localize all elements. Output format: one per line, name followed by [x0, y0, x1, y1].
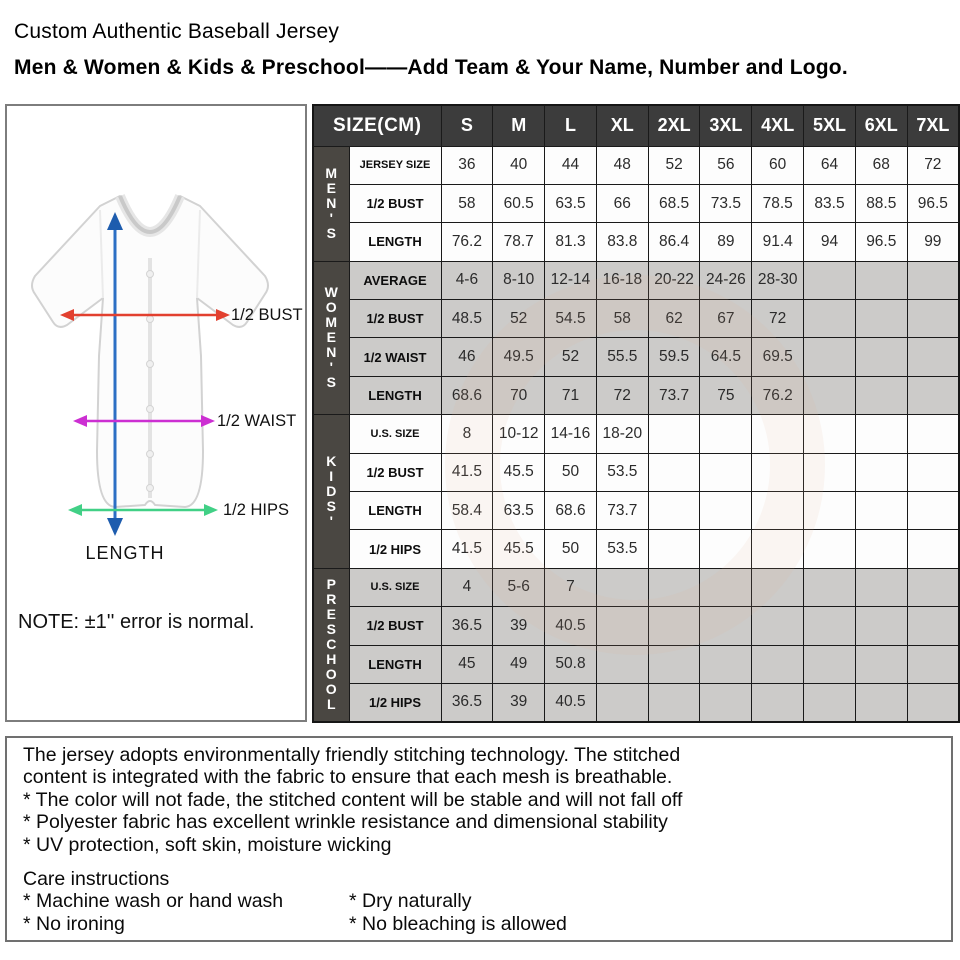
size-value-cell	[907, 530, 959, 568]
table-header-6xl: 6XL	[855, 105, 907, 146]
size-value-cell: 41.5	[441, 530, 493, 568]
size-value-cell: 63.5	[493, 492, 545, 530]
size-value-cell: 62	[648, 300, 700, 338]
size-value-cell: 50	[545, 453, 597, 491]
table-row	[313, 338, 959, 376]
size-value-cell: 56	[700, 146, 752, 184]
size-value-cell: 76.2	[752, 376, 804, 414]
section-label-kids: K I D S '	[313, 415, 349, 569]
size-value-cell	[648, 645, 700, 683]
size-value-cell: 40.5	[545, 607, 597, 645]
size-value-cell	[596, 568, 648, 606]
table-row	[313, 300, 959, 338]
care-item: * No ironing	[23, 912, 125, 935]
size-value-cell: 71	[545, 376, 597, 414]
care-item: * No bleaching is allowed	[349, 912, 567, 935]
table-row	[313, 568, 959, 606]
size-value-cell: 89	[700, 223, 752, 261]
row-label: JERSEY SIZE	[349, 146, 441, 184]
size-value-cell	[804, 300, 856, 338]
size-value-cell: 39	[493, 683, 545, 721]
table-row	[313, 607, 959, 645]
size-value-cell: 7	[545, 568, 597, 606]
row-label: AVERAGE	[349, 261, 441, 299]
table-row	[313, 184, 959, 222]
row-label: U.S. SIZE	[349, 568, 441, 606]
size-value-cell: 4	[441, 568, 493, 606]
table-row	[313, 645, 959, 683]
size-value-cell: 50	[545, 530, 597, 568]
size-value-cell: 49	[493, 645, 545, 683]
size-value-cell: 70	[493, 376, 545, 414]
size-value-cell: 45.5	[493, 530, 545, 568]
table-header-5xl: 5XL	[804, 105, 856, 146]
size-value-cell: 88.5	[855, 184, 907, 222]
size-value-cell	[804, 645, 856, 683]
size-value-cell: 59.5	[648, 338, 700, 376]
care-item: * Dry naturally	[349, 890, 472, 913]
table-header-7xl: 7XL	[907, 105, 959, 146]
size-value-cell: 16-18	[596, 261, 648, 299]
waist-label: 1/2 WAIST	[217, 412, 297, 430]
care-row	[23, 890, 951, 912]
size-value-cell	[804, 492, 856, 530]
table-header-3xl: 3XL	[700, 105, 752, 146]
size-value-cell	[752, 607, 804, 645]
size-value-cell: 72	[596, 376, 648, 414]
size-value-cell	[855, 376, 907, 414]
size-value-cell: 53.5	[596, 530, 648, 568]
size-value-cell	[752, 645, 804, 683]
size-value-cell: 55.5	[596, 338, 648, 376]
size-value-cell: 40.5	[545, 683, 597, 721]
size-value-cell	[907, 300, 959, 338]
row-label: 1/2 HIPS	[349, 530, 441, 568]
row-label: 1/2 HIPS	[349, 683, 441, 721]
size-value-cell: 58	[596, 300, 648, 338]
size-value-cell	[700, 453, 752, 491]
size-value-cell: 18-20	[596, 415, 648, 453]
size-value-cell: 44	[545, 146, 597, 184]
size-value-cell: 36.5	[441, 683, 493, 721]
table-row	[313, 261, 959, 299]
size-value-cell: 20-22	[648, 261, 700, 299]
size-value-cell: 12-14	[545, 261, 597, 299]
size-value-cell	[752, 683, 804, 721]
size-value-cell: 72	[752, 300, 804, 338]
size-value-cell: 60.5	[493, 184, 545, 222]
size-value-cell: 36.5	[441, 607, 493, 645]
size-value-cell: 45.5	[493, 453, 545, 491]
size-value-cell: 48	[596, 146, 648, 184]
size-value-cell	[907, 415, 959, 453]
row-label: U.S. SIZE	[349, 415, 441, 453]
size-value-cell	[752, 568, 804, 606]
size-value-cell: 68.5	[648, 184, 700, 222]
table-row	[313, 376, 959, 414]
size-value-cell: 64	[804, 146, 856, 184]
size-value-cell	[700, 607, 752, 645]
table-header-l: L	[545, 105, 597, 146]
size-value-cell: 14-16	[545, 415, 597, 453]
size-value-cell: 8	[441, 415, 493, 453]
size-value-cell: 68	[855, 146, 907, 184]
size-value-cell	[700, 492, 752, 530]
jersey-diagram-panel	[5, 104, 307, 722]
table-row	[313, 453, 959, 491]
size-value-cell	[855, 261, 907, 299]
size-value-cell: 73.7	[596, 492, 648, 530]
row-label: LENGTH	[349, 223, 441, 261]
size-value-cell	[804, 376, 856, 414]
size-value-cell	[907, 376, 959, 414]
size-value-cell: 5-6	[493, 568, 545, 606]
table-header-m: M	[493, 105, 545, 146]
size-value-cell	[596, 607, 648, 645]
size-value-cell	[700, 683, 752, 721]
size-value-cell: 73.5	[700, 184, 752, 222]
length-label: LENGTH	[85, 543, 165, 563]
section-label-preschool: P R E S C H O O L	[313, 568, 349, 722]
size-value-cell: 78.7	[493, 223, 545, 261]
size-value-cell: 52	[545, 338, 597, 376]
table-header-size-cm: SIZE(CM)	[313, 105, 441, 146]
hips-label: 1/2 HIPS	[223, 501, 290, 519]
size-value-cell: 58.4	[441, 492, 493, 530]
table-header-2xl: 2XL	[648, 105, 700, 146]
size-value-cell: 83.8	[596, 223, 648, 261]
size-value-cell: 96.5	[855, 223, 907, 261]
care-item: * Machine wash or hand wash	[23, 890, 284, 913]
size-value-cell	[648, 415, 700, 453]
size-value-cell: 46	[441, 338, 493, 376]
description-line: * UV protection, soft skin, moisture wicking	[23, 833, 392, 856]
size-value-cell: 96.5	[907, 184, 959, 222]
table-row	[313, 415, 959, 453]
size-value-cell: 39	[493, 607, 545, 645]
size-value-cell: 28-30	[752, 261, 804, 299]
size-value-cell: 58	[441, 184, 493, 222]
size-value-cell	[648, 492, 700, 530]
size-value-cell	[648, 530, 700, 568]
size-value-cell: 99	[907, 223, 959, 261]
care-instructions-title: Care instructions	[23, 868, 170, 891]
table-row	[313, 492, 959, 530]
size-value-cell	[855, 338, 907, 376]
size-value-cell	[596, 645, 648, 683]
size-value-cell: 91.4	[752, 223, 804, 261]
size-value-cell	[907, 568, 959, 606]
size-value-cell	[907, 261, 959, 299]
size-value-cell	[855, 568, 907, 606]
size-value-cell	[752, 415, 804, 453]
size-value-cell: 86.4	[648, 223, 700, 261]
product-title: Custom Authentic Baseball Jersey	[14, 20, 340, 43]
size-value-cell	[596, 683, 648, 721]
size-value-cell	[648, 568, 700, 606]
table-row	[313, 223, 959, 261]
size-value-cell	[855, 683, 907, 721]
size-value-cell	[907, 683, 959, 721]
table-header-s: S	[441, 105, 493, 146]
product-subtitle: Men & Women & Kids & Preschool——Add Team & Your Name, Number and Logo.	[14, 56, 848, 79]
care-instructions-list	[23, 890, 951, 935]
size-value-cell: 45	[441, 645, 493, 683]
description-line: * Polyester fabric has excellent wrinkle resistance and dimensional stability	[23, 811, 668, 834]
size-value-cell	[907, 453, 959, 491]
row-label: LENGTH	[349, 492, 441, 530]
size-value-cell	[855, 300, 907, 338]
size-value-cell	[648, 683, 700, 721]
size-value-cell	[804, 683, 856, 721]
size-value-cell	[752, 530, 804, 568]
size-value-cell: 75	[700, 376, 752, 414]
row-label: LENGTH	[349, 376, 441, 414]
care-row	[23, 913, 951, 935]
size-value-cell: 52	[648, 146, 700, 184]
row-label: 1/2 BUST	[349, 184, 441, 222]
size-value-cell	[648, 453, 700, 491]
size-value-cell	[855, 453, 907, 491]
size-value-cell: 64.5	[700, 338, 752, 376]
size-value-cell: 50.8	[545, 645, 597, 683]
size-value-cell: 4-6	[441, 261, 493, 299]
size-value-cell: 94	[804, 223, 856, 261]
size-value-cell	[804, 568, 856, 606]
row-label: 1/2 BUST	[349, 453, 441, 491]
size-chart-table	[312, 104, 960, 723]
size-value-cell	[804, 607, 856, 645]
size-value-cell: 41.5	[441, 453, 493, 491]
size-value-cell: 68.6	[545, 492, 597, 530]
description-lines	[23, 744, 951, 856]
size-value-cell: 40	[493, 146, 545, 184]
section-label-womens: W O M E N ' S	[313, 261, 349, 415]
size-value-cell	[855, 530, 907, 568]
size-value-cell	[700, 568, 752, 606]
section-label-mens: M E N ' S	[313, 146, 349, 261]
note-text: NOTE: ±1'' error is normal.	[18, 611, 255, 633]
row-label: LENGTH	[349, 645, 441, 683]
size-value-cell: 49.5	[493, 338, 545, 376]
size-value-cell: 83.5	[804, 184, 856, 222]
table-header-4xl: 4XL	[752, 105, 804, 146]
size-value-cell: 66	[596, 184, 648, 222]
size-value-cell	[804, 453, 856, 491]
size-value-cell	[907, 645, 959, 683]
description-line: The jersey adopts environmentally friendly stitching technology. The stitched	[23, 744, 681, 766]
size-value-cell: 72	[907, 146, 959, 184]
size-value-cell: 76.2	[441, 223, 493, 261]
size-value-cell: 52	[493, 300, 545, 338]
size-value-cell	[752, 453, 804, 491]
table-row	[313, 683, 959, 721]
size-value-cell: 24-26	[700, 261, 752, 299]
size-value-cell: 78.5	[752, 184, 804, 222]
size-value-cell: 73.7	[648, 376, 700, 414]
size-value-cell	[700, 530, 752, 568]
size-value-cell	[700, 415, 752, 453]
size-value-cell: 81.3	[545, 223, 597, 261]
size-value-cell	[804, 338, 856, 376]
size-value-cell: 48.5	[441, 300, 493, 338]
size-value-cell: 54.5	[545, 300, 597, 338]
size-value-cell	[804, 261, 856, 299]
size-value-cell	[804, 415, 856, 453]
table-header-xl: XL	[596, 105, 648, 146]
size-value-cell	[855, 415, 907, 453]
description-line: content is integrated with the fabric to ensure that each mesh is breathable.	[23, 766, 673, 789]
bust-label: 1/2 BUST	[231, 306, 303, 324]
size-value-cell	[855, 645, 907, 683]
row-label: 1/2 BUST	[349, 300, 441, 338]
description-line: * The color will not fade, the stitched content will be stable and will not fall off	[23, 788, 683, 811]
row-label: 1/2 BUST	[349, 607, 441, 645]
size-value-cell	[648, 607, 700, 645]
size-value-cell: 60	[752, 146, 804, 184]
size-value-cell: 8-10	[493, 261, 545, 299]
size-value-cell	[752, 492, 804, 530]
size-value-cell: 67	[700, 300, 752, 338]
size-value-cell	[907, 492, 959, 530]
table-row	[313, 146, 959, 184]
size-value-cell: 68.6	[441, 376, 493, 414]
size-value-cell	[855, 492, 907, 530]
size-value-cell: 53.5	[596, 453, 648, 491]
description-panel	[5, 736, 953, 942]
size-value-cell: 36	[441, 146, 493, 184]
size-value-cell	[907, 338, 959, 376]
size-value-cell	[855, 607, 907, 645]
size-value-cell: 69.5	[752, 338, 804, 376]
size-value-cell	[804, 530, 856, 568]
size-value-cell	[700, 645, 752, 683]
table-row	[313, 530, 959, 568]
size-value-cell: 63.5	[545, 184, 597, 222]
size-value-cell: 10-12	[493, 415, 545, 453]
row-label: 1/2 WAIST	[349, 338, 441, 376]
size-value-cell	[907, 607, 959, 645]
